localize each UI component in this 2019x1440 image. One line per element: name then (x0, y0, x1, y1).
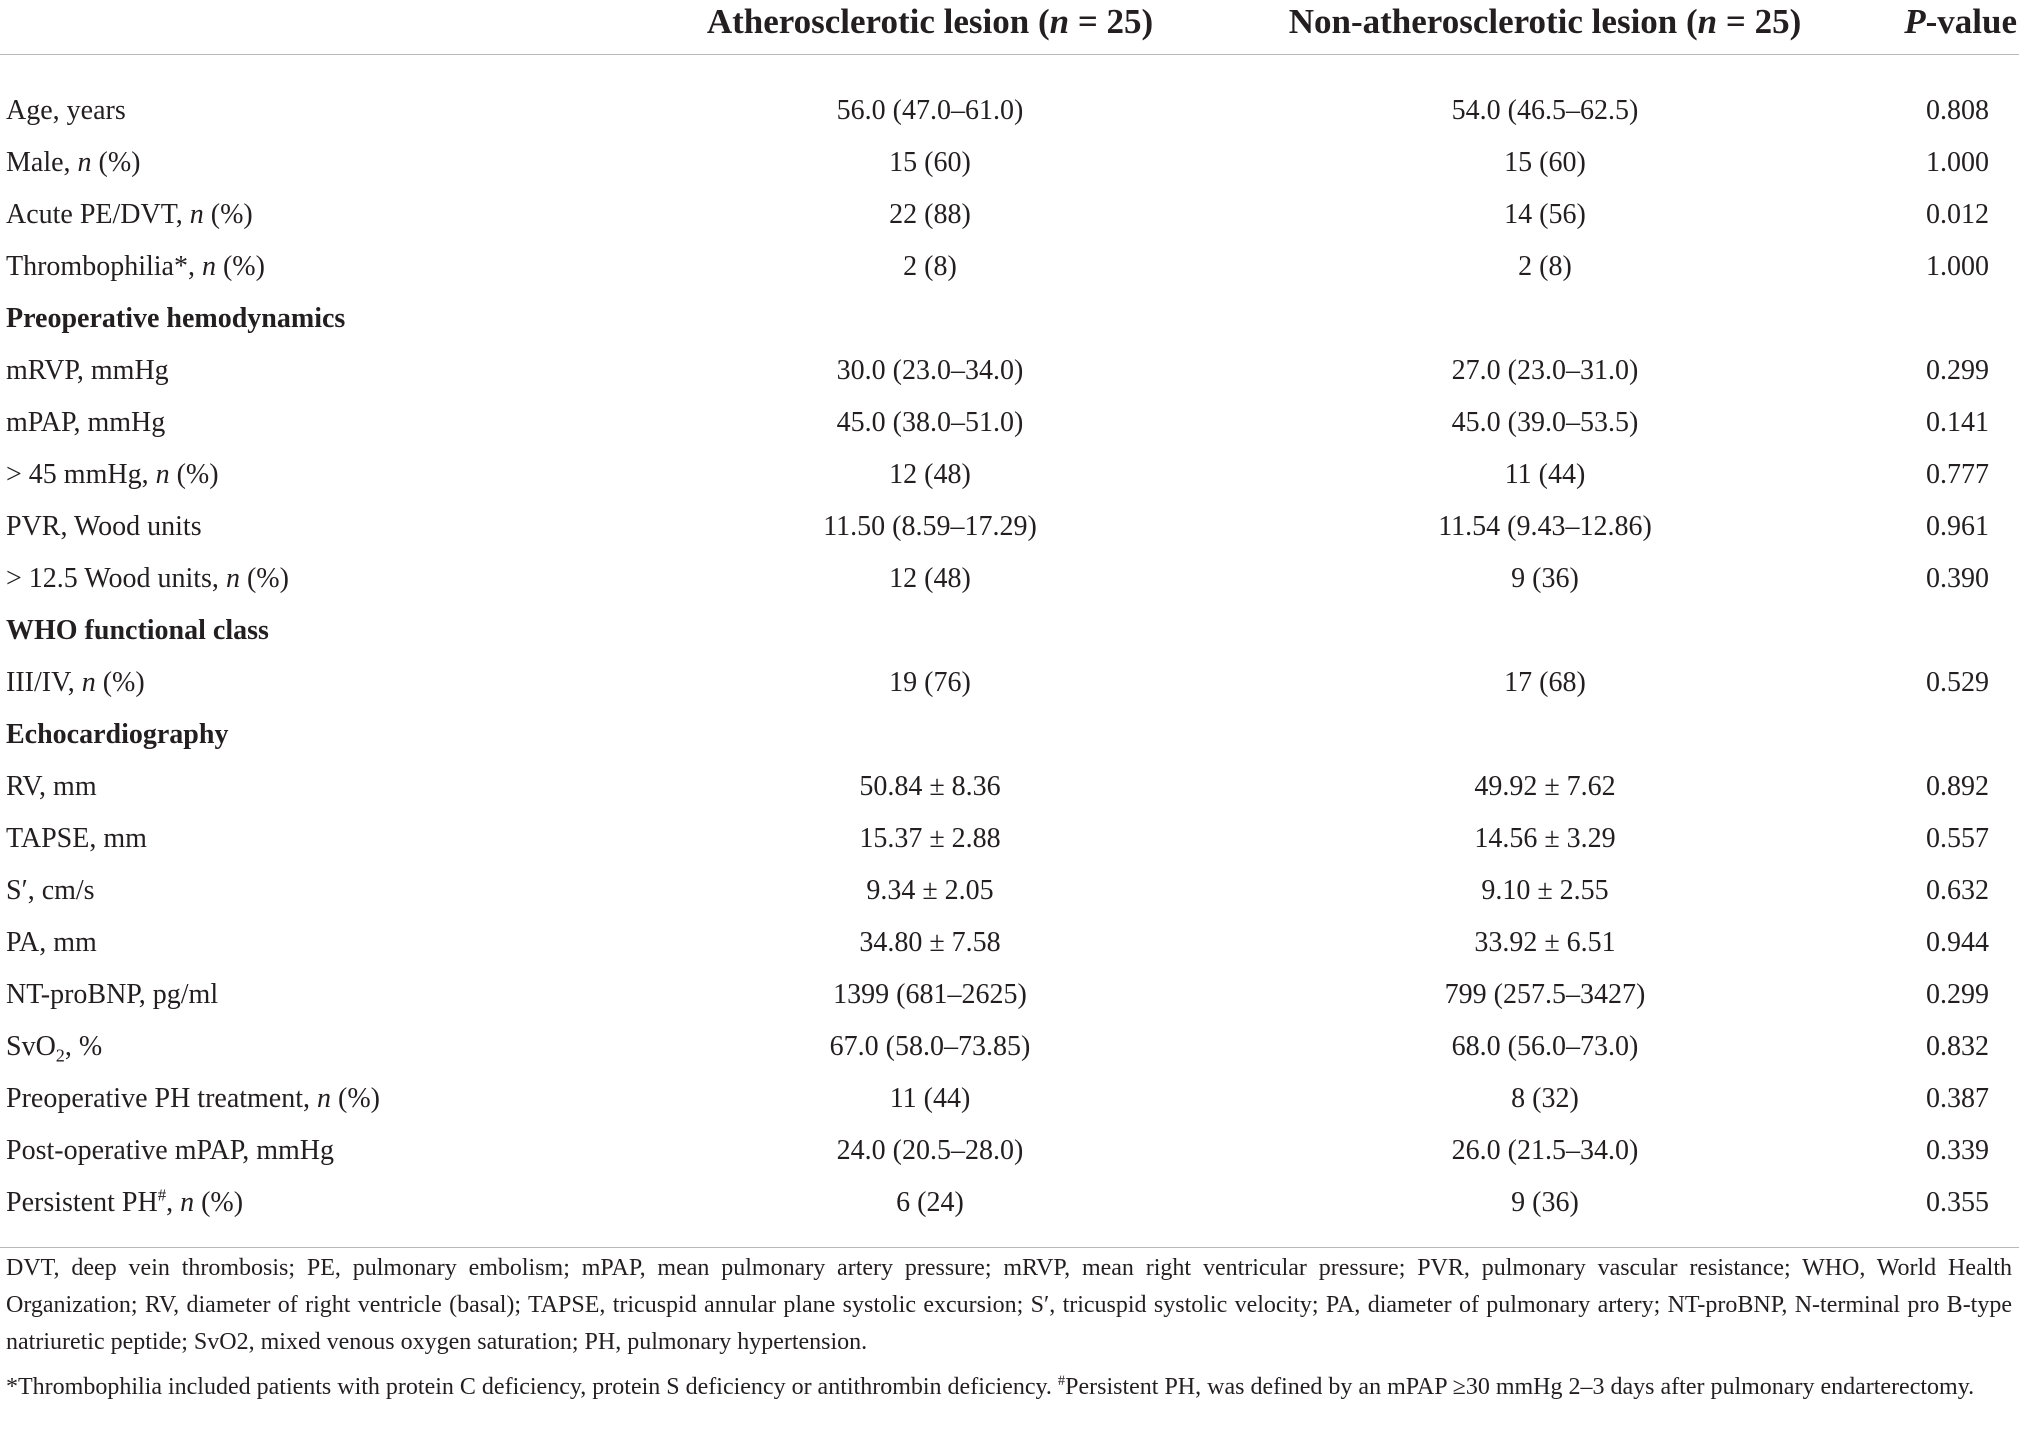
header-non-atherosclerotic (1220, 0, 1870, 55)
row-label-n: n (189, 199, 204, 230)
row-label-subscript: 2 (55, 1045, 65, 1066)
row-label (0, 397, 640, 449)
row-label (0, 761, 640, 813)
row-label (0, 553, 640, 605)
row-label-text: mRVP, mmHg (6, 355, 169, 386)
cell-non-atherosclerotic: 17 (68) (1504, 667, 1586, 698)
row-label-suffix: (%) (331, 1083, 380, 1114)
cell-pvalue: 0.355 (1926, 1187, 1990, 1218)
row-label (0, 345, 640, 397)
row-label-suffix: (%) (203, 199, 253, 230)
row-label-text: NT-proBNP, pg/ml (6, 979, 219, 1010)
row-label-text: III/IV, (6, 667, 82, 698)
cell-non-atherosclerotic: 11 (44) (1504, 459, 1586, 490)
cell-non-atherosclerotic: 68.0 (56.0–73.0) (1451, 1031, 1639, 1062)
section-row (0, 605, 2019, 657)
table-row (0, 813, 2019, 865)
row-label-text: Age, years (6, 95, 126, 126)
row-label (0, 917, 640, 969)
cell-non-atherosclerotic: 799 (257.5–3427) (1444, 979, 1646, 1010)
row-label-n: n (77, 147, 92, 178)
cell-atherosclerotic: 30.0 (23.0–34.0) (836, 355, 1024, 386)
header-pvalue-label: -value (1925, 2, 2018, 41)
cell-pvalue: 0.012 (1926, 199, 1990, 230)
row-label-n: n (180, 1187, 195, 1218)
cell-pvalue: 0.339 (1926, 1135, 1990, 1166)
table-row (0, 1073, 2019, 1125)
row-label (0, 865, 640, 917)
cell-atherosclerotic: 50.84 ± 8.36 (859, 771, 1001, 802)
row-label-suffix: (%) (194, 1187, 244, 1218)
header-atherosclerotic-count: = 25) (1069, 2, 1154, 41)
cell-atherosclerotic: 1399 (681–2625) (833, 979, 1027, 1010)
row-label-suffix: , % (64, 1031, 103, 1062)
header-atherosclerotic-label: Atherosclerotic lesion ( (706, 2, 1050, 41)
cell-non-atherosclerotic: 49.92 ± 7.62 (1474, 771, 1616, 802)
cell-non-atherosclerotic: 15 (60) (1504, 147, 1586, 178)
row-label (0, 813, 640, 865)
cell-pvalue: 0.632 (1926, 875, 1990, 906)
row-label-n: n (225, 563, 240, 594)
header-non-atherosclerotic-count: = 25) (1717, 2, 1802, 41)
row-label (0, 137, 640, 189)
row-label-text: mPAP, mmHg (6, 407, 166, 438)
cell-non-atherosclerotic: 54.0 (46.5–62.5) (1451, 95, 1639, 126)
cell-non-atherosclerotic: 26.0 (21.5–34.0) (1451, 1135, 1639, 1166)
row-label-text: TAPSE, mm (6, 823, 147, 854)
header-stub (0, 0, 640, 55)
cell-pvalue: 0.390 (1926, 563, 1990, 594)
footnote-persistent-ph: Persistent PH, was defined by an mPAP ≥30 mmHg 2–3 days after pulmonary endarterectomy. (1065, 1374, 1975, 1400)
row-label-suffix: (%) (239, 563, 289, 594)
table-footnotes (6, 1250, 2012, 1414)
footnote-thrombophilia: *Thrombophilia included patients with protein C deficiency, protein S deficiency or antithrombin deficiency. (6, 1374, 1058, 1400)
cell-non-atherosclerotic: 14 (56) (1504, 199, 1586, 230)
row-label-text: RV, mm (6, 771, 97, 802)
header-pvalue-p: P (1904, 2, 1926, 41)
cell-pvalue: 0.832 (1926, 1031, 1990, 1062)
row-label (0, 241, 640, 293)
row-label (0, 449, 640, 501)
row-label-text: Thrombophilia*, (6, 251, 202, 282)
cell-pvalue: 0.387 (1926, 1083, 1990, 1114)
cell-non-atherosclerotic: 27.0 (23.0–31.0) (1451, 355, 1639, 386)
row-label-text: Preoperative PH treatment, (6, 1083, 318, 1114)
cell-non-atherosclerotic: 9 (36) (1511, 563, 1579, 594)
row-label-n: n (317, 1083, 332, 1114)
row-label-text: SvO (6, 1031, 56, 1062)
footnote-abbreviations: DVT, deep vein thrombosis; PE, pulmonary embolism; mPAP, mean pulmonary artery pressure; mRVP, mean right ventricular pressure; PVR, pulmonary vascular resistance; WHO, World Health Organization; RV, diameter of right ventricle (basal); TAPSE, tricuspid annular plane systolic excursion; S′, tricuspid systolic velocity; PA, diameter of pulmonary artery; NT-proBNP, N-terminal pro B-type natriuretic peptide; SvO2, mixed venous oxygen saturation; PH, pulmonary hypertension. (6, 1255, 2012, 1355)
table-header (0, 0, 2019, 55)
cell-non-atherosclerotic: 9 (36) (1511, 1187, 1579, 1218)
row-label-suffix: (%) (169, 459, 219, 490)
table-row (0, 657, 2019, 709)
cell-pvalue: 0.961 (1926, 511, 1990, 542)
cell-pvalue: 0.944 (1926, 927, 1990, 958)
header-atherosclerotic (640, 0, 1220, 55)
table-row (0, 397, 2019, 449)
cell-atherosclerotic: 12 (48) (889, 563, 971, 594)
row-label-text: Post-operative mPAP, mmHg (6, 1135, 334, 1166)
cell-non-atherosclerotic: 14.56 ± 3.29 (1474, 823, 1616, 854)
cell-atherosclerotic: 34.80 ± 7.58 (859, 927, 1001, 958)
cell-atherosclerotic: 15 (60) (889, 147, 971, 178)
cell-atherosclerotic: 56.0 (47.0–61.0) (836, 95, 1024, 126)
row-label-text: Acute PE/DVT, (6, 199, 190, 230)
row-label-text: Male, (6, 147, 78, 178)
cell-atherosclerotic: 22 (88) (889, 199, 971, 230)
cell-atherosclerotic: 15.37 ± 2.88 (859, 823, 1001, 854)
cell-atherosclerotic: 19 (76) (889, 667, 971, 698)
cell-pvalue: 0.892 (1926, 771, 1990, 802)
row-label-suffix: (%) (91, 147, 141, 178)
table-row (0, 553, 2019, 605)
table-row (0, 865, 2019, 917)
row-label-separator: , (166, 1187, 181, 1218)
row-label (0, 969, 640, 1021)
section-row (0, 709, 2019, 761)
footnote-hash-mark: # (1057, 1373, 1066, 1389)
cell-non-atherosclerotic: 33.92 ± 6.51 (1474, 927, 1616, 958)
table-row (0, 345, 2019, 397)
section-heading: WHO functional class (6, 615, 269, 646)
row-label-text: Persistent PH (6, 1187, 158, 1218)
cell-non-atherosclerotic: 45.0 (39.0–53.5) (1451, 407, 1639, 438)
cell-atherosclerotic: 11.50 (8.59–17.29) (823, 511, 1037, 542)
cell-atherosclerotic: 12 (48) (889, 459, 971, 490)
cell-pvalue: 1.000 (1926, 251, 1990, 282)
cell-pvalue: 0.299 (1926, 979, 1990, 1010)
section-row (0, 293, 2019, 345)
cell-pvalue: 0.557 (1926, 823, 1990, 854)
footnote-notes (6, 1369, 2012, 1406)
cell-pvalue: 0.808 (1926, 95, 1990, 126)
table-body (0, 55, 2019, 1248)
cell-atherosclerotic: 45.0 (38.0–51.0) (836, 407, 1024, 438)
cell-pvalue: 0.529 (1926, 667, 1990, 698)
cell-non-atherosclerotic: 8 (32) (1511, 1083, 1579, 1114)
row-label (0, 501, 640, 553)
cell-non-atherosclerotic: 2 (8) (1518, 251, 1572, 282)
table-row (0, 761, 2019, 813)
row-label-text: S′, cm/s (6, 875, 95, 906)
row-label-text: > 45 mmHg, (6, 459, 156, 490)
section-heading: Preoperative hemodynamics (6, 303, 346, 334)
header-atherosclerotic-n: n (1049, 2, 1070, 41)
row-label (0, 1125, 640, 1177)
row-label (0, 55, 640, 138)
cell-pvalue: 1.000 (1926, 147, 1990, 178)
row-label-n: n (155, 459, 170, 490)
cell-pvalue: 0.777 (1926, 459, 1990, 490)
header-non-atherosclerotic-label: Non-atherosclerotic lesion ( (1288, 2, 1698, 41)
header-pvalue (1870, 0, 2019, 55)
row-label-text: > 12.5 Wood units, (6, 563, 226, 594)
section-heading: Echocardiography (6, 719, 229, 750)
cell-atherosclerotic: 2 (8) (903, 251, 957, 282)
table-row (0, 1021, 2019, 1073)
row-label-text: PVR, Wood units (6, 511, 202, 542)
cell-atherosclerotic: 24.0 (20.5–28.0) (836, 1135, 1024, 1166)
row-label-suffix: (%) (215, 251, 265, 282)
cell-atherosclerotic: 11 (44) (889, 1083, 971, 1114)
table-row (0, 501, 2019, 553)
table-row (0, 241, 2019, 293)
row-label-text: PA, mm (6, 927, 97, 958)
cell-atherosclerotic: 9.34 ± 2.05 (866, 875, 994, 906)
table-row (0, 55, 2019, 138)
table-row (0, 1177, 2019, 1248)
row-label-superscript: # (157, 1185, 167, 1205)
table-row (0, 449, 2019, 501)
row-label (0, 1021, 640, 1073)
cell-pvalue: 0.299 (1926, 355, 1990, 386)
cell-atherosclerotic: 6 (24) (896, 1187, 964, 1218)
header-row (0, 0, 2019, 55)
row-label-n: n (81, 667, 96, 698)
row-label (0, 1073, 640, 1125)
header-non-atherosclerotic-n: n (1697, 2, 1718, 41)
table-row (0, 917, 2019, 969)
row-label (0, 1177, 640, 1248)
table-row (0, 1125, 2019, 1177)
row-label-n: n (201, 251, 216, 282)
row-label (0, 657, 640, 709)
table-row (0, 189, 2019, 241)
cell-atherosclerotic: 67.0 (58.0–73.85) (829, 1031, 1031, 1062)
cell-non-atherosclerotic: 11.54 (9.43–12.86) (1438, 511, 1652, 542)
row-label (0, 189, 640, 241)
table-row (0, 969, 2019, 1021)
table-row (0, 137, 2019, 189)
cell-non-atherosclerotic: 9.10 ± 2.55 (1481, 875, 1609, 906)
cell-pvalue: 0.141 (1926, 407, 1990, 438)
row-label-suffix: (%) (95, 667, 145, 698)
